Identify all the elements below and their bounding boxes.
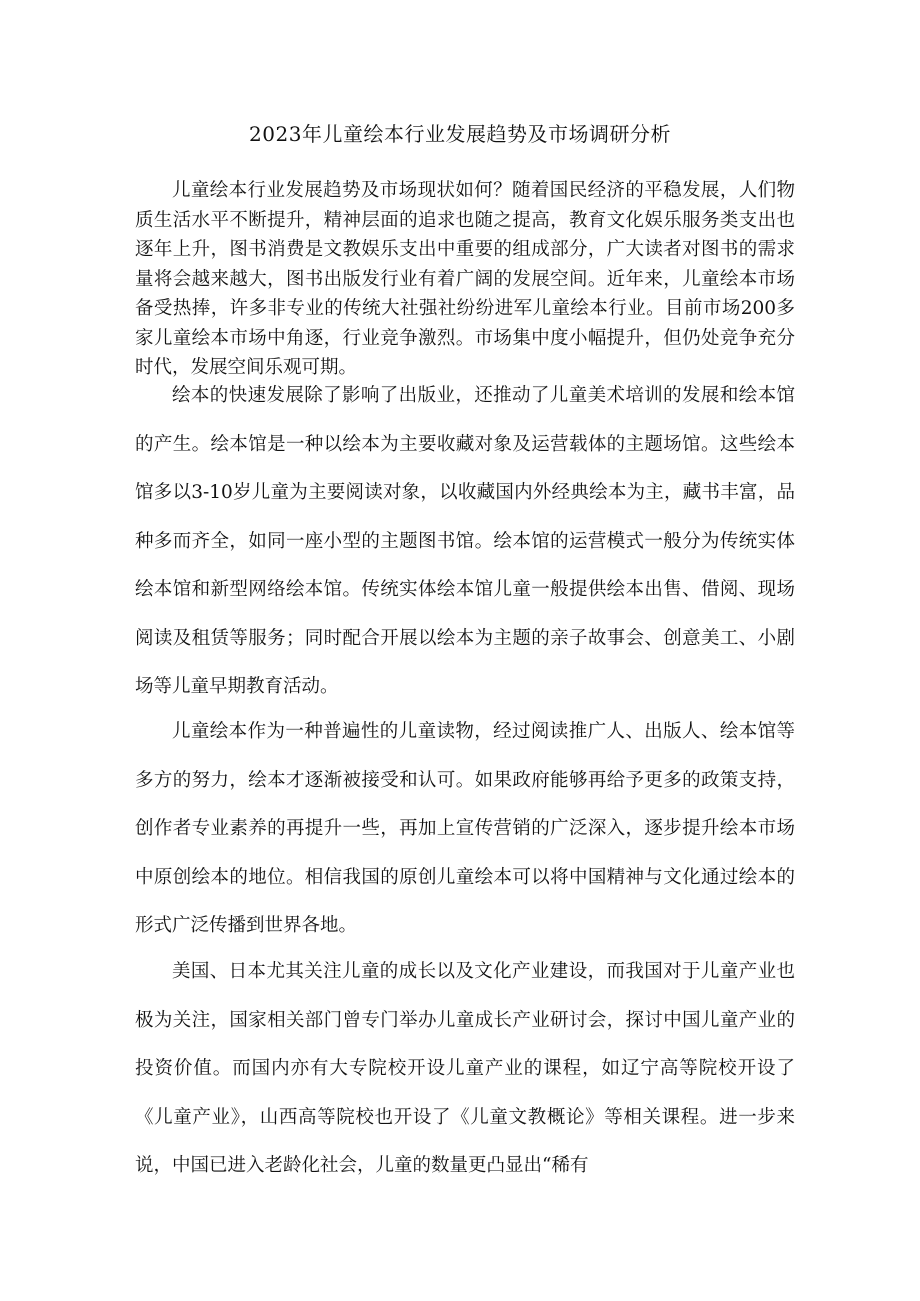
paragraph-2: 绘本的快速发展除了影响了出版业，还推动了儿童美术培训的发展和绘本馆的产生。绘本馆是一种以绘本为主要收藏对象及运营载体的主题场馆。这些绘本馆多以3-10岁儿童为主要阅读对象，以收藏国内外经典绘本为主，藏书丰富，品种多而齐全，如同一座小型的主题图书馆。绘本馆的运营模式一般分为传统实体绘本馆和新型网络绘本馆。传统实体绘本馆儿童一般提供绘本出售、借阅、现场阅读及租赁等服务；同时配合开展以绘本为主题的亲子故事会、创意美工、小剧场等儿童早期教育活动。 — [135, 385, 795, 697]
document-title: 2023年儿童绘本行业发展趋势及市场调研分析 — [249, 122, 671, 146]
paragraph-1: 儿童绘本行业发展趋势及市场现状如何？随着国民经济的平稳发展，人们物质生活水平不断提升，精神层面的追求也随之提高，教育文化娱乐服务类支出也逐年上升，图书消费是文教娱乐支出中重要的组成部分，广大读者对图书的需求量将会越来越大，图书出版发行业有着广阔的发展空间。近年来，儿童绘本市场备受热捧，许多非专业的传统大社强社纷纷进军儿童绘本行业。目前市场200多家儿童绘本市场中角逐，行业竞争激烈。市场集中度小幅提升，但仍处竞争充分时代，发展空间乐观可期。 — [135, 180, 795, 378]
paragraph-4: 美国、日本尤其关注儿童的成长以及文化产业建设，而我国对于儿童产业也极为关注，国家相关部门曾专门举办儿童成长产业研讨会，探讨中国儿童产业的投资价值。而国内亦有大专院校开设儿童产业的课程，如辽宁高等院校开设了《儿童产业》，山西高等院校也开设了《儿童文教概论》等相关课程。进一步来说，中国已进入老龄化社会，儿童的数量更凸显出“稀有 — [135, 961, 795, 1176]
paragraph-3: 儿童绘本作为一种普遍性的儿童读物，经过阅读推广人、出版人、绘本馆等多方的努力，绘本才逐渐被接受和认可。如果政府能够再给予更多的政策支持，创作者专业素养的再提升一些，再加上宣传营销的广泛深入，逐步提升绘本市场中原创绘本的地位。相信我国的原创儿童绘本可以将中国精神与文化通过绘本的形式广泛传播到世界各地。 — [135, 721, 795, 936]
